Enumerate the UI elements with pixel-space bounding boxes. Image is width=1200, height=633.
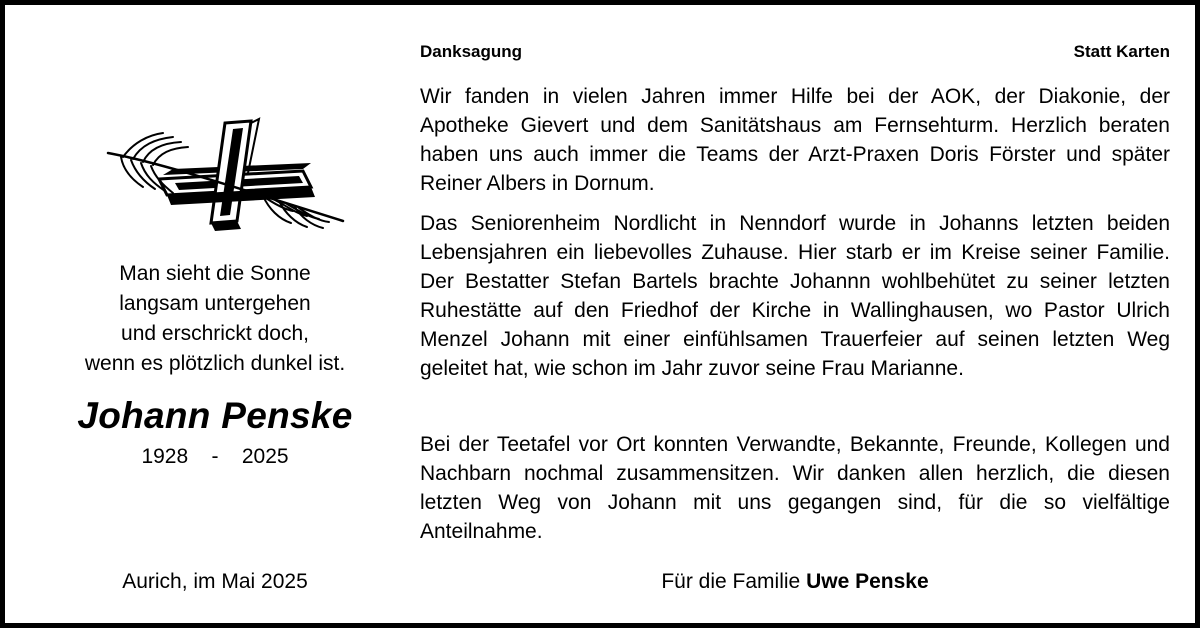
death-year: 2025 [241,445,289,468]
life-years [25,445,405,469]
right-column [420,5,1170,633]
heading-row [420,42,1170,66]
paragraph-1: Wir fanden in vielen Jahren immer Hilfe bei der AOK, der Diakonie, der Apotheke Gievert und dem Sanitätshaus am Fernsehturm. Herzlich beraten haben uns auch immer die Teams der Arzt-Praxen Doris Förster und später Reiner Albers in Dornum. [420,85,1170,195]
poem [25,259,405,379]
signature [420,570,1170,594]
place-date: Aurich, im Mai 2025 [122,570,308,593]
poem-line: wenn es plötzlich dunkel ist. [84,352,346,375]
heading-statt-karten: Statt Karten [1073,42,1170,61]
signature-name: Uwe Penske [806,570,929,593]
paragraph-3: Bei der Teetafel vor Ort konnten Verwandte, Bekannte, Freunde, Kollegen und Nachbarn nochmal zusammensitzen. Wir danken allen herzlich, die diesen letzten Weg von Johann mit uns gegangen sind, für die so vielfältige Anteilnahme. [420,433,1170,543]
cross-with-palm-branch-icon [103,113,353,233]
birth-year: 1928 [141,445,189,468]
years-separator: - [211,445,219,468]
deceased-name: Johann Penske [77,395,353,436]
poem-line: und erschrickt doch, [121,322,309,345]
heading-danksagung: Danksagung [420,42,523,61]
signature-prefix: Für die Familie [661,570,801,593]
poem-line: Man sieht die Sonne [119,262,311,285]
cross-icon [159,119,315,231]
paragraph-2: Das Seniorenheim Nordlicht in Nenndorf wurde in Johanns letzten beiden Lebensjahren ein liebevolles Zuhause. Hier starb er im Kreise seiner Familie. Der Bestatter Stefan Bartels brachte Johannn wohlbehütet zu seiner letzten Ruhestätte auf den Friedhof der Kirche in Wallinghausen, wo Pastor Ulrich Menzel Johann mit einer einfühlsamen Trauerfeier auf seinen letzten Weg geleitet hat, wie schon im Jahr zuvor seine Frau Marianne. [420,212,1170,380]
left-column [25,5,405,633]
poem-line: langsam untergehen [119,292,311,315]
